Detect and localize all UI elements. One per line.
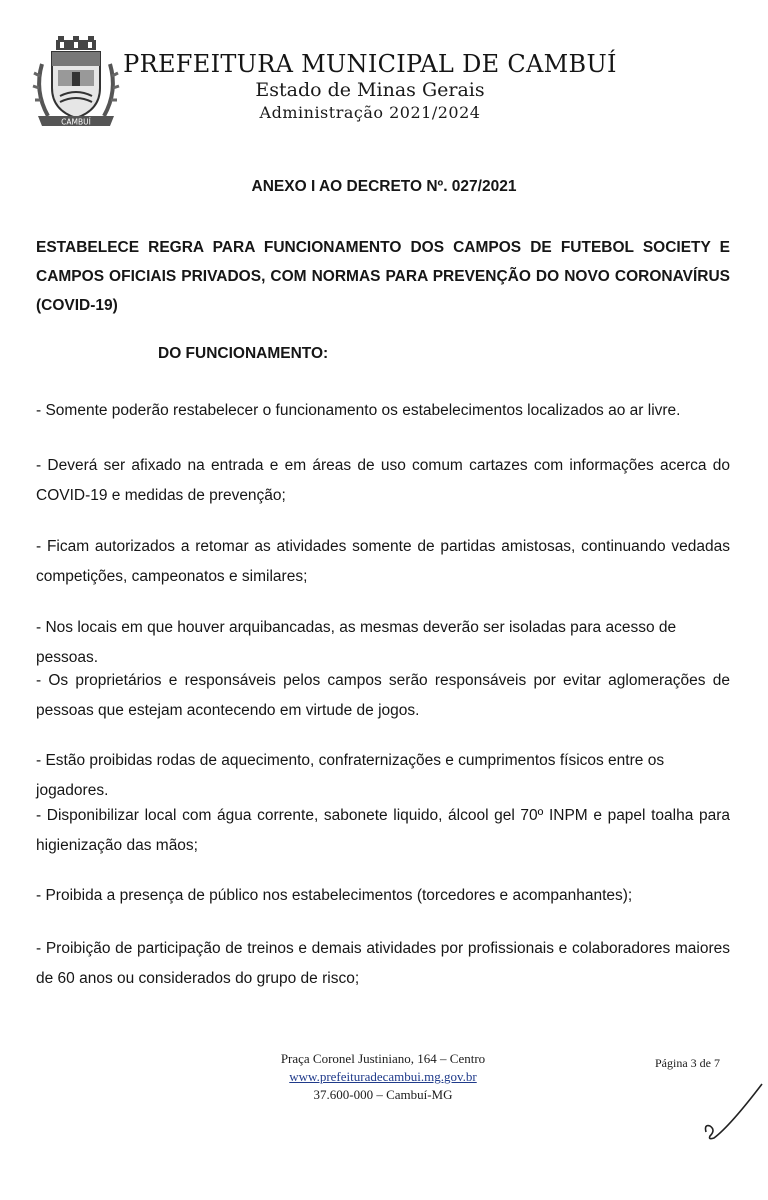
rule-item: - Estão proibidas rodas de aquecimento, confraternizações e cumprimentos físicos entre os jogadores. <box>36 752 665 799</box>
rule-item: - Proibição de participação de treinos e demais atividades por profissionais e colaboradores maiores de 60 anos ou considerados do grupo de risco; <box>36 940 730 987</box>
footer-postal: 37.600-000 – Cambuí-MG <box>313 1087 453 1102</box>
rule-item: - Disponibilizar local com água corrente, sabonete liquido, álcool gel 70º INPM e papel toalha para higienização das mãos; <box>36 807 730 854</box>
rule-item: - Nos locais em que houver arquibancadas, as mesmas deverão ser isoladas para acesso de pessoas. <box>36 619 677 666</box>
decree-summary: ESTABELECE REGRA PARA FUNCIONAMENTO DOS CAMPOS DE FUTEBOL SOCIETY E CAMPOS OFICIAIS PRIVADOS, COM NORMAS PARA PREVENÇÃO DO NOVO CORONAVÍRUS (COVID-19) <box>36 239 730 314</box>
annex-title: ANEXO I AO DECRETO Nº. 027/2021 <box>251 178 517 195</box>
footer-address: Praça Coronel Justiniano, 164 – Centro <box>280 1051 486 1066</box>
letterhead-text <box>120 50 620 124</box>
state-subtitle: Estado de Minas Gerais <box>255 79 485 101</box>
page-number: Página 3 de 7 <box>655 1056 720 1070</box>
signature-mark <box>700 1080 766 1150</box>
rule-item: - Ficam autorizados a retomar as atividades somente de partidas amistosas, continuando vedadas competições, campeonatos e similares; <box>36 538 730 585</box>
rule-item: - Os proprietários e responsáveis pelos campos serão responsáveis por evitar aglomerações de pessoas que estejam acontecendo em virtude de jogos. <box>36 672 730 719</box>
page-footer <box>0 1048 768 1108</box>
section-heading: DO FUNCIONAMENTO: <box>158 345 329 362</box>
rule-item: - Proibida a presença de público nos estabelecimentos (torcedores e acompanhantes); <box>36 887 633 904</box>
coat-of-arms-logo <box>30 36 122 132</box>
municipality-title: PREFEITURA MUNICIPAL DE CAMBUÍ <box>123 50 617 78</box>
rule-item: - Somente poderão restabelecer o funcionamento os estabelecimentos localizados ao ar livre. <box>36 402 681 419</box>
coat-of-arms-banner-text: CAMBUÍ <box>61 117 91 127</box>
letterhead <box>0 0 768 140</box>
rule-item: - Deverá ser afixado na entrada e em áreas de uso comum cartazes com informações acerca do COVID-19 e medidas de prevenção; <box>36 457 730 504</box>
footer-website-link[interactable]: www.prefeituradecambui.mg.gov.br <box>289 1069 477 1084</box>
administration-period: Administração 2021/2024 <box>259 103 481 122</box>
